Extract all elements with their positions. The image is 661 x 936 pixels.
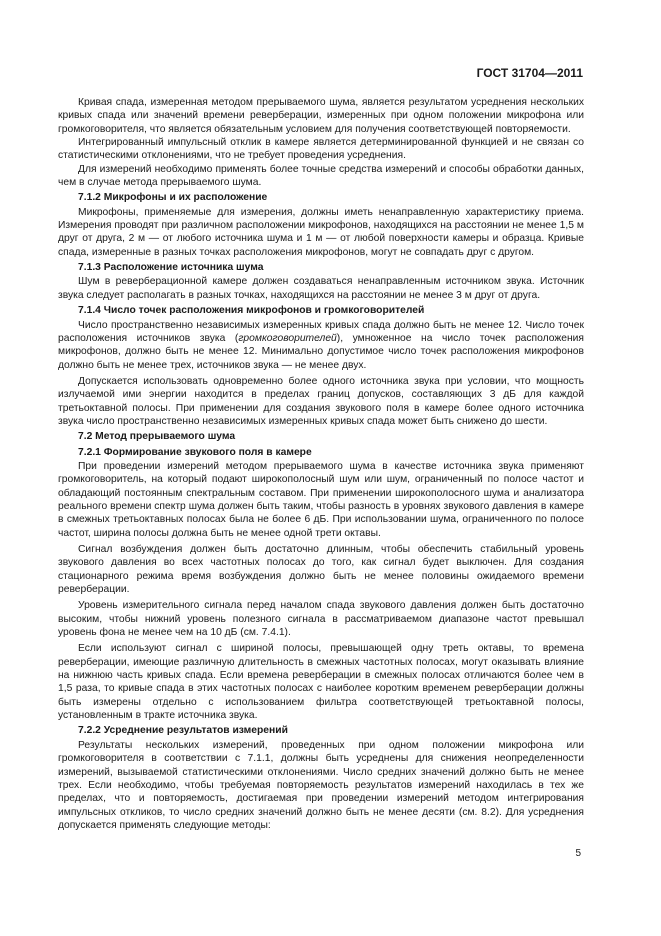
- page-number: 5: [575, 848, 581, 859]
- paragraph-integrated-impulse-response: Интегрированный импульсный отклик в камере является детерминированной функцией и не связан со статистическими отклонениями, что не требует проведения усреднения.: [58, 137, 584, 162]
- paragraph-precise-instruments: Для измерений необходимо применять более точные средства измерений и способы обработки данных, чем в случае метода прерываемого шума.: [58, 163, 584, 189]
- heading-7-2-2: 7.2.2 Усреднение результатов измерений: [78, 725, 288, 737]
- paragraph-excitation-signal: Сигнал возбуждения должен быть достаточно длинным, чтобы обеспечить стабильный уровень звукового давления во всех частотных полосах до того, как сигнал будет выключен. Для создания стационарного режима время возбуждения должно быть не менее половины ожидаемого времени реверберации.: [58, 544, 584, 596]
- paragraph-microphones: Микрофоны, применяемые для измерения, должны иметь ненаправленную характеристику приема. Измерения проводят при различном расположении микрофонов, находящихся на расстоянии не менее 1,5 м друг от друга, 2 м — от любого источника шума и 1 м — от любой поверхности камеры и образца. Кривые спада, измеренные в разных точках расположения микрофонов, могут не совпадать друг с другом.: [58, 206, 584, 258]
- heading-7-1-3: 7.1.3 Расположение источника шума: [78, 262, 264, 274]
- paragraph-multiple-sources: Допускается использовать одновременно более одного источника звука при условии, что мощность излучаемой ими энергии находится в пределах границ допусков, составляющих 3 дБ для каждой третьоктавной полосы. При применении для создания звукового поля в камере более одного источника звука число пространственно независимых измеренных кривых спада может быть снижено до шести.: [58, 375, 584, 427]
- document-code-header: ГОСТ 31704—2011: [476, 66, 583, 80]
- page-body: [58, 96, 584, 832]
- heading-7-1-2: 7.1.2 Микрофоны и их расположение: [78, 192, 268, 204]
- italic-term: громкоговорителей: [238, 332, 337, 344]
- paragraph-number-of-positions: Число пространственно независимых измеренных кривых спада должно быть не менее 12. Число точек расположения источников звука (громкоговорителей), умноженное на число точек расположения микрофонов, должно быть не менее 12. Минимально допустимое число точек расположения микрофонов должно быть не менее трех, источников звука — не менее двух.: [58, 319, 584, 371]
- paragraph-signal-level: Уровень измерительного сигнала перед началом спада звукового давления должен быть достаточно высоким, чтобы нижний уровень полезного сигнала в рассматриваемом диапазоне частот превышал уровень фона не менее чем на 10 дБ (см. 7.4.1).: [58, 600, 584, 639]
- heading-7-1-4: 7.1.4 Число точек расположения микрофонов и громкоговорителей: [78, 305, 425, 317]
- paragraph-decay-curve-averaging: Кривая спада, измеренная методом прерываемого шума, является результатом усреднения нескольких кривых спада или значений времени реверберации, измеренных при одном положении микрофона или громкоговорителя, что является обязательным условием для получения соответствующей повторяемости.: [58, 97, 584, 135]
- paragraph-noise-source-position: Шум в реверберационной камере должен создаваться ненаправленным источником звука. Источник звука следует располагать в разных точках, находящихся на расстоянии не менее 3 м друг от друга.: [58, 276, 584, 301]
- paragraph-averaging-results: Результаты нескольких измерений, проведенных при одном положении микрофона или громкоговорителя в соответствии с 7.1.1, должны быть усреднены для снижения неопределенности измерений, вызываемой статистическими отклонениями. Число средних значений должно быть не менее трех. Если необходимо, чтобы требуемая повторяемость результатов измерений находилась в тех же пределах, что и повторяемость, достигаемая при проведении измерений методом интегрирования импульсных откликов, то число средних значений должно быть не менее десяти (см. 8.2). Для усреднения допускается применять следующие методы:: [58, 739, 584, 831]
- heading-7-2-1: 7.2.1 Формирование звукового поля в камере: [78, 446, 312, 458]
- heading-7-2: 7.2 Метод прерываемого шума: [78, 431, 236, 443]
- paragraph-sound-field-formation: При проведении измерений методом прерываемого шума в качестве источника звука применяют громкоговоритель, на который подают широкополосный шум или шум, ограниченный по полосе частот и обладающий постоянным спектральным составом. При применении широкополосного шума и анализатора реального времени спектр шума должен быть таким, чтобы разность в уровнях звукового давления в камере в смежных третьоктавных полосах была не более 6 дБ. При использовании шума, ограниченного по полосе частот, ширина полосы должна быть не менее одной трети октавы.: [58, 460, 584, 539]
- paragraph-bandwidth-effects: Если используют сигнал с шириной полосы, превышающей одну треть октавы, то времена реверберации, имеющие различную длительность в смежных частотных полосах, могут оказывать влияние на нижнюю часть кривых спада. Если времена реверберации в смежных полосах отличаются более чем в 1,5 раза, то кривые спада в этих частотных полосах с наиболее коротким временем реверберации должны быть измерены отдельно с использованием фильтра соответствующей третьоктавной полосы, установленным в тракте источника звука.: [58, 643, 584, 722]
